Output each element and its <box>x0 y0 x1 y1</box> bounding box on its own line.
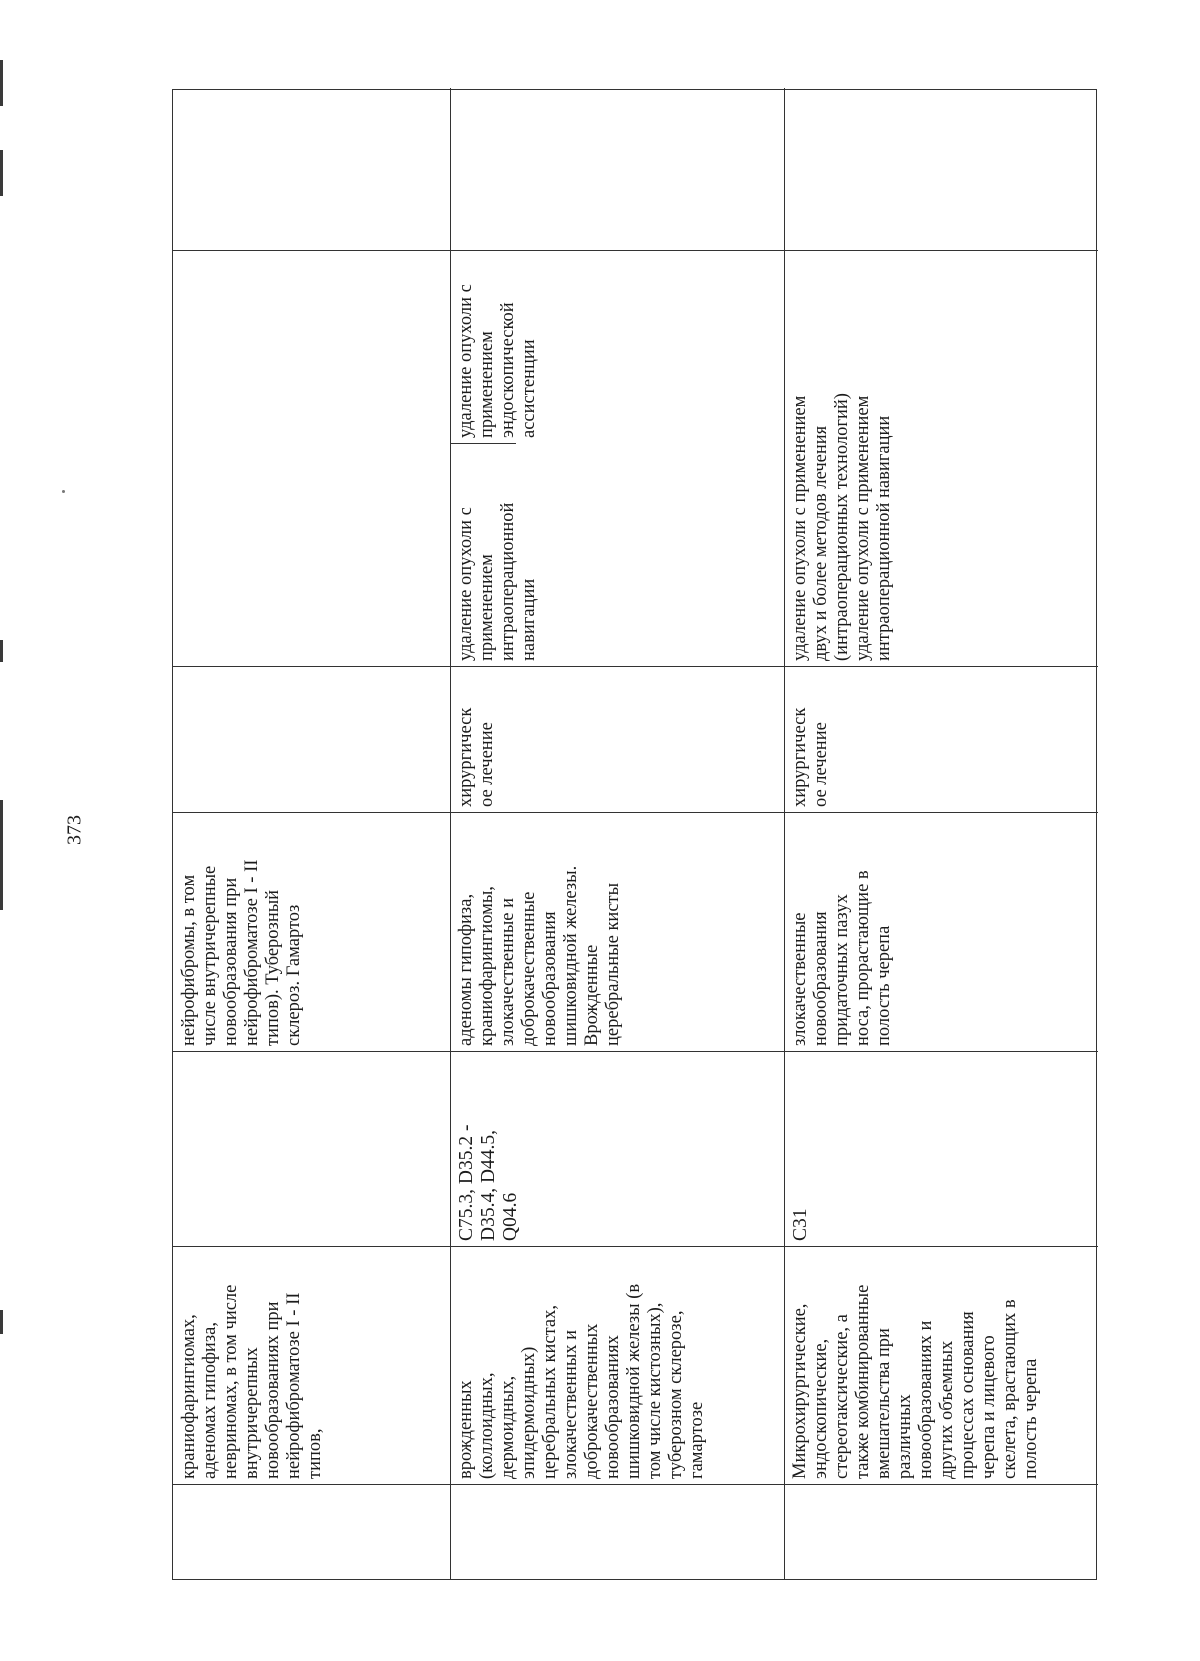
row1-model-cell: нейрофибромы, в том числе внутричерепные новообразования при нейрофиброматозе I - II типов). Туберозный склероз. Гамартоз <box>179 859 304 1046</box>
row3-method-cell: удаление опухоли с применением двух и более методов лечения (интраоперационных технологий) удаление опухоли с применением интраоперационной навигации <box>790 393 894 661</box>
row1-treatment-cell <box>173 667 450 813</box>
row1-number-cell <box>173 1485 450 1579</box>
medical-table <box>172 89 1097 1580</box>
row2-code-cell: C75.3, D35.2 - D35.4, D44.5, Q04.6 <box>456 1124 521 1241</box>
row3-extra-cell <box>784 666 785 667</box>
row3-code-cell: C31 <box>790 1208 811 1241</box>
row3-technology-cell: Микрохирургические, эндоскопические, стереотаксические, а также комбинированные вмешательства при различных новообразованиях и других объемных процессах основания черепа и лицевого скелета, врастающих в полость черепа <box>790 1284 1041 1479</box>
row2-cost-cell <box>450 88 784 251</box>
row2-treatment-cell: хирургическ ое лечение <box>456 707 497 807</box>
row3-number-cell <box>784 1485 1098 1579</box>
row1-cost-cell <box>173 88 450 251</box>
row1-extra-cell <box>173 666 174 667</box>
row2-method-cell-b: удаление опухоли с применением эндоскопической ассистенции <box>456 284 539 438</box>
row3-model-cell: злокачественные новообразования придаточных пазух носа, прорастающие в полость черепа <box>790 870 894 1046</box>
rotated-table-frame <box>172 89 1097 1580</box>
row2-number-cell <box>450 1485 784 1579</box>
row2-method-cell-a: удаление опухоли с применением интраоперационной навигации <box>456 502 539 661</box>
row1-technology-cell: краниофарингиомах, аденомах гипофиза, невриномах, в том числе внутричерепных новообразованиях при нейрофиброматозе I - II типов, <box>179 1284 325 1479</box>
row3-treatment-cell: хирургическ ое лечение <box>790 707 831 807</box>
page-number: 373 <box>63 815 86 845</box>
row1-method-cell <box>173 251 450 667</box>
row3-cost-cell <box>784 88 1098 251</box>
row2-technology-cell: врожденных (коллоидных, дермоидных, эпидермоидных) церебральных кистах, злокачественных и доброкачественных новообразованиях шишковидной железы (в том числе кистозных), туберозном склерозе, гамартозе <box>456 1283 707 1479</box>
row2-model-cell: аденомы гипофиза, краниофарингиомы, злокачественные и доброкачественные новообразования шишковидной железы. Врожденные церебральные кисты <box>456 865 623 1046</box>
row1-code-cell <box>173 1052 450 1247</box>
